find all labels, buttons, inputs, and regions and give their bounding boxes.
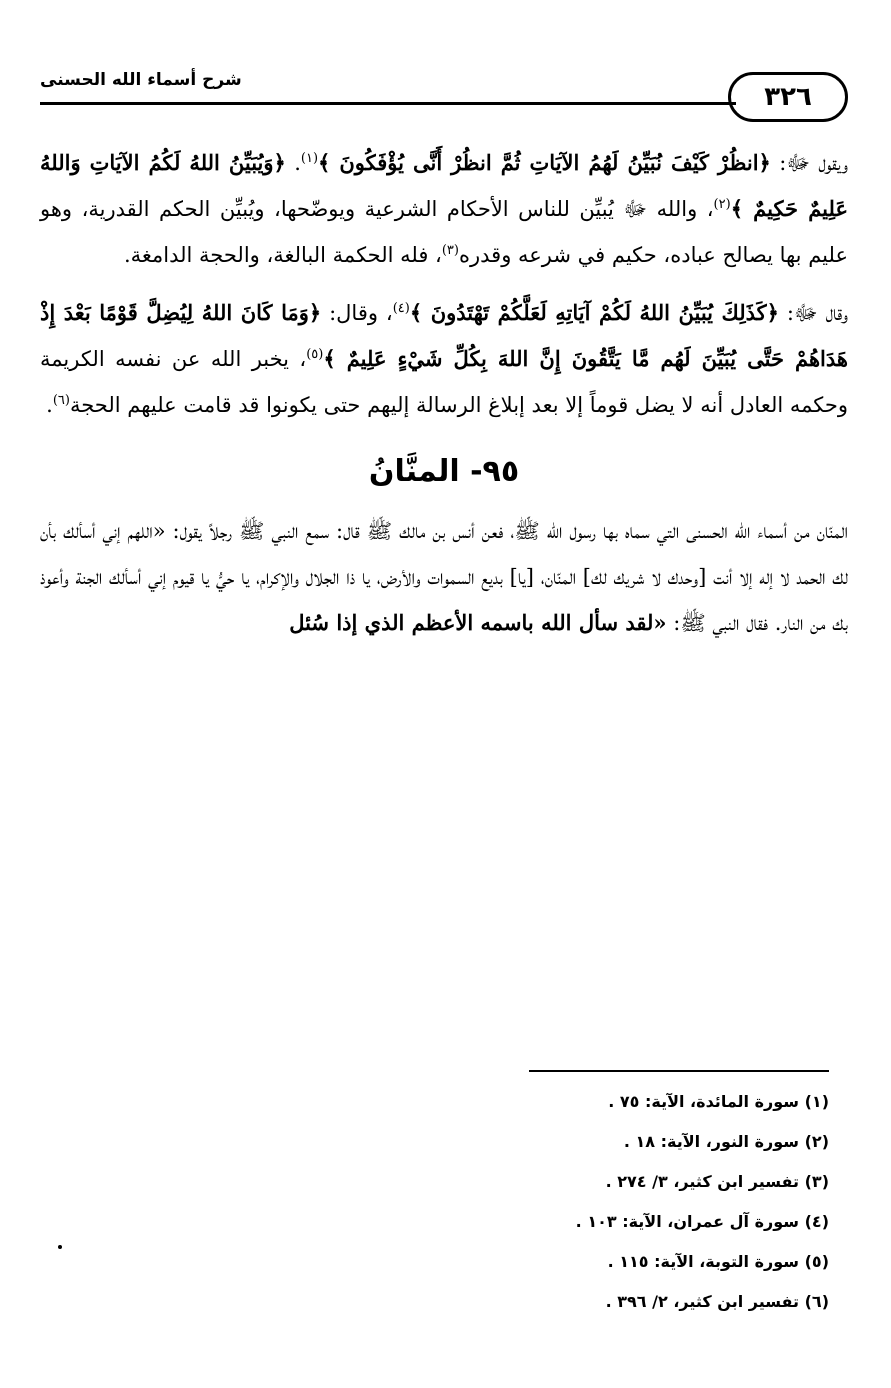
page-number: ٣٢٦	[728, 72, 848, 122]
text-run: ، يخبر الله عن نفسه الكريمة وحكمه العادل أنه لا يضل قوماً إلا بعد إبلاغ الرسالة إليهم حتى يكونوا قد قامت عليهم الحجة	[40, 347, 848, 417]
quran-verse: ﴿انظُرْ كَيْفَ نُبَيِّنُ لَهُمُ الآيَاتِ ثُمَّ انظُرْ أَنَّى يُؤْفَكُونَ ﴾	[318, 150, 771, 175]
footnote: (٦) تفسير ابن كثير، ٢/ ٣٩٦ .	[605, 1292, 829, 1311]
book-title: شرح أسماء الله الحسنى	[40, 70, 242, 90]
footnote: (٣) تفسير ابن كثير، ٣/ ٢٧٤ .	[605, 1172, 829, 1191]
footnote-ref: (٥)	[306, 347, 324, 362]
scan-speck	[58, 1245, 62, 1249]
footnote-ref: (١)	[300, 151, 319, 166]
footnote: (٤) سورة آل عمران، الآية: ١٠٣ .	[575, 1212, 829, 1231]
paragraph-2	[40, 290, 848, 428]
footnote-ref: (٣)	[441, 243, 459, 258]
hadith-quote: «لقد سأل الله باسمه الأعظم الذي إذا سُئل	[289, 610, 667, 635]
paragraph-3	[40, 508, 848, 646]
paragraph-1	[40, 140, 848, 278]
text-run: .	[285, 151, 301, 175]
main-text	[40, 140, 848, 646]
quran-verse: ﴿وَمَا كَانَ اللهُ لِيُضِلَّ قَوْمًا بَعْدَ إِذْ هَدَاهُمْ حَتَّى يُبَيِّنَ لَهُم مَّا يَتَّقُونَ إِنَّ اللهَ بِكُلِّ شَيْءٍ عَلِيمٌ ﴾	[40, 300, 848, 371]
footnote-ref: (٢)	[713, 197, 731, 212]
footnotes	[329, 1082, 829, 1322]
text-run: ، فله الحكمة البالغة، والحجة الدامغة.	[123, 243, 442, 267]
footnote: (١) سورة المائدة، الآية: ٧٥ .	[608, 1092, 829, 1111]
quran-verse: ﴿وَيُبَيِّنُ اللهُ لَكُمُ الآيَاتِ وَاللهُ عَلِيمٌ حَكِيمٌ ﴾	[40, 150, 848, 221]
header-rule	[40, 102, 736, 105]
footnote-ref: (٦)	[52, 393, 70, 408]
text-run: المنّان من أسماء الله الحسنى التي سماه بها رسول الله ﷺ، فعن أنس بن مالك ﷺ قال: سمع النبي ﷺ رجلاً يقول: «اللهم إني أسألك بأن لك الحمد لا إله إلا أنت [وحدك لا شريك لك] المنّان، [يا] بديع السموات والأرض، يا ذا الجلال والإكرام، يا حيُّ يا قيوم إني أسألك الجنة وأعوذ بك من النار. فقال النبي ﷺ:	[40, 519, 848, 635]
footnote-ref: (٤)	[392, 301, 410, 316]
quran-verse: ﴿كَذَلِكَ يُبَيِّنُ اللهُ لَكُمْ آيَاتِهِ لَعَلَّكُمْ تَهْتَدُونَ ﴾	[409, 300, 779, 325]
footnote: (٢) سورة النور، الآية: ١٨ .	[623, 1132, 829, 1151]
text-run: ، والله ﷻ يُبيِّن للناس الأحكام الشرعية ويوضّحها، ويُبيِّن الحكم القدرية، وهو عليم بها يصالح عباده، حكيم في شرعه وقدره	[40, 197, 848, 267]
text-run: .	[46, 393, 53, 417]
section-heading: ٩٥- المنَّانُ	[368, 454, 520, 489]
footnote: (٥) سورة التوبة، الآية: ١١٥ .	[607, 1252, 829, 1271]
footnote-rule	[529, 1070, 829, 1072]
text-run: وقال ﷻ:	[778, 301, 848, 325]
text-run: ويقول ﷻ:	[770, 151, 848, 175]
page-header	[40, 70, 848, 130]
text-run: ، وقال:	[321, 301, 393, 325]
